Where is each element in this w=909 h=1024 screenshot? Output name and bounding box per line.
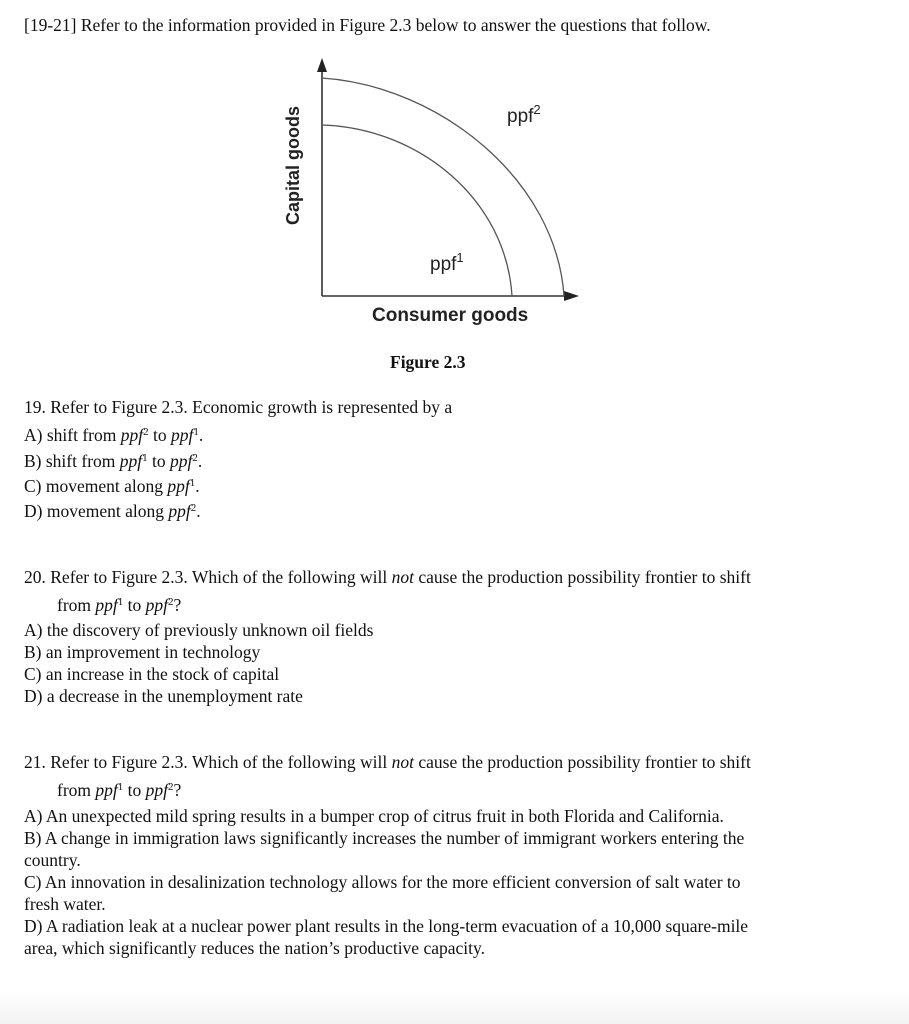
q21-option-c: C) An innovation in desalinization technology allows for the more efficient conversion of salt water to xyxy=(24,872,741,892)
q21-stem-not: not xyxy=(391,752,414,772)
q19-a-term1: ppf xyxy=(120,425,144,445)
q20-stem-end: cause the production possibility frontier to shift xyxy=(413,567,751,587)
q19-a-sup1: 2 xyxy=(143,426,149,438)
q19-a-prefix: A) shift from xyxy=(24,425,121,445)
q20-l2-term1: ppf xyxy=(95,595,118,615)
ppf1-label-sup: 1 xyxy=(456,250,464,265)
q21-stem-start: 21. Refer to Figure 2.3. Which of the following will xyxy=(24,752,392,772)
q19-stem: 19. Refer to Figure 2.3. Economic growth is represented by a xyxy=(24,397,453,417)
q21-stem-end: cause the production possibility frontier to shift xyxy=(413,752,751,772)
q19-option-d xyxy=(24,500,201,522)
q19-c-term: ppf xyxy=(167,476,190,496)
y-axis-label: Capital goods xyxy=(283,105,303,225)
ppf1-label xyxy=(430,250,464,276)
q20-option-c: C) an increase in the stock of capital xyxy=(24,664,280,684)
q19-option-c xyxy=(24,475,200,497)
q19-a-end: . xyxy=(198,425,204,445)
q19-a-sup2: 1 xyxy=(193,426,199,438)
ppf2-label-text: ppf xyxy=(507,106,534,127)
q20-l2-prefix: from xyxy=(57,595,96,615)
q20-stem-line2 xyxy=(57,594,181,616)
q21-l2-sup2: 2 xyxy=(168,781,174,793)
q21-option-a: A) An unexpected mild spring results in a bumper crop of citrus fruit in both Florida and California. xyxy=(24,806,724,826)
q20-option-d: D) a decrease in the unemployment rate xyxy=(24,686,303,706)
q21-l2-term1: ppf xyxy=(95,780,118,800)
q20-option-b: B) an improvement in technology xyxy=(24,642,261,662)
q19-b-term1: ppf xyxy=(119,451,143,471)
q20-l2-term2: ppf xyxy=(145,595,169,615)
q19-d-sup: 2 xyxy=(190,502,197,514)
q21-option-b-cont: country. xyxy=(24,850,81,870)
q19-d-term: ppf xyxy=(168,501,191,521)
q19-d-prefix: D) movement along xyxy=(24,501,169,521)
x-axis-label: Consumer goods xyxy=(372,305,529,326)
q21-l2-prefix: from xyxy=(57,780,96,800)
q19-b-end: . xyxy=(197,451,203,471)
q20-l2-mid: to xyxy=(123,595,146,615)
q20-stem xyxy=(24,566,751,588)
figure-caption: Figure 2.3 xyxy=(390,352,466,372)
x-axis-arrowhead xyxy=(564,291,579,301)
q21-stem-line2 xyxy=(57,779,181,801)
q19-a-term2: ppf xyxy=(170,425,194,445)
figure-2-3 xyxy=(270,50,600,350)
y-axis-arrowhead xyxy=(317,58,327,72)
q21-option-b: B) A change in immigration laws significantly increases the number of immigrant workers entering the xyxy=(24,828,745,848)
q20-l2-end: ? xyxy=(173,595,182,615)
ppf2-label xyxy=(507,102,541,128)
q20-option-a: A) the discovery of previously unknown oil fields xyxy=(24,620,374,640)
q19-d-end: . xyxy=(196,501,201,521)
q21-option-d: D) A radiation leak at a nuclear power plant results in the long-term evacuation of a 10,000 square-mile xyxy=(24,916,749,936)
q20-l2-sup2: 2 xyxy=(168,596,174,608)
q19-a-mid: to xyxy=(148,425,171,445)
q21-l2-sup1: 1 xyxy=(117,781,124,793)
ppf2-label-sup: 2 xyxy=(533,102,541,117)
q19-option-a xyxy=(24,424,203,446)
q19-c-prefix: C) movement along xyxy=(24,476,168,496)
q21-option-c-cont: fresh water. xyxy=(24,894,106,914)
q21-option-d-cont: area, which significantly reduces the nation’s productive capacity. xyxy=(24,938,485,958)
q21-l2-mid: to xyxy=(123,780,146,800)
q20-stem-not: not xyxy=(391,567,414,587)
q21-l2-term2: ppf xyxy=(145,780,169,800)
ppf1-curve xyxy=(322,125,512,296)
q21-l2-end: ? xyxy=(173,780,182,800)
page-bottom-edge xyxy=(0,990,909,1024)
ppf1-label-text: ppf xyxy=(430,254,457,275)
section-header: [19-21] Refer to the information provided in Figure 2.3 below to answer the questions that follow. xyxy=(24,15,711,35)
q19-option-b xyxy=(24,450,202,472)
q19-b-term2: ppf xyxy=(170,451,193,471)
q20-l2-sup1: 1 xyxy=(117,596,124,608)
q21-stem xyxy=(24,751,751,773)
q20-stem-start: 20. Refer to Figure 2.3. Which of the following will xyxy=(24,567,392,587)
q19-b-sup1: 1 xyxy=(142,452,148,464)
q19-c-end: . xyxy=(195,476,200,496)
q19-b-prefix: B) shift from xyxy=(24,451,120,471)
q19-b-sup2: 2 xyxy=(192,452,198,464)
q19-b-mid: to xyxy=(147,451,171,471)
q19-c-sup: 1 xyxy=(189,477,196,489)
